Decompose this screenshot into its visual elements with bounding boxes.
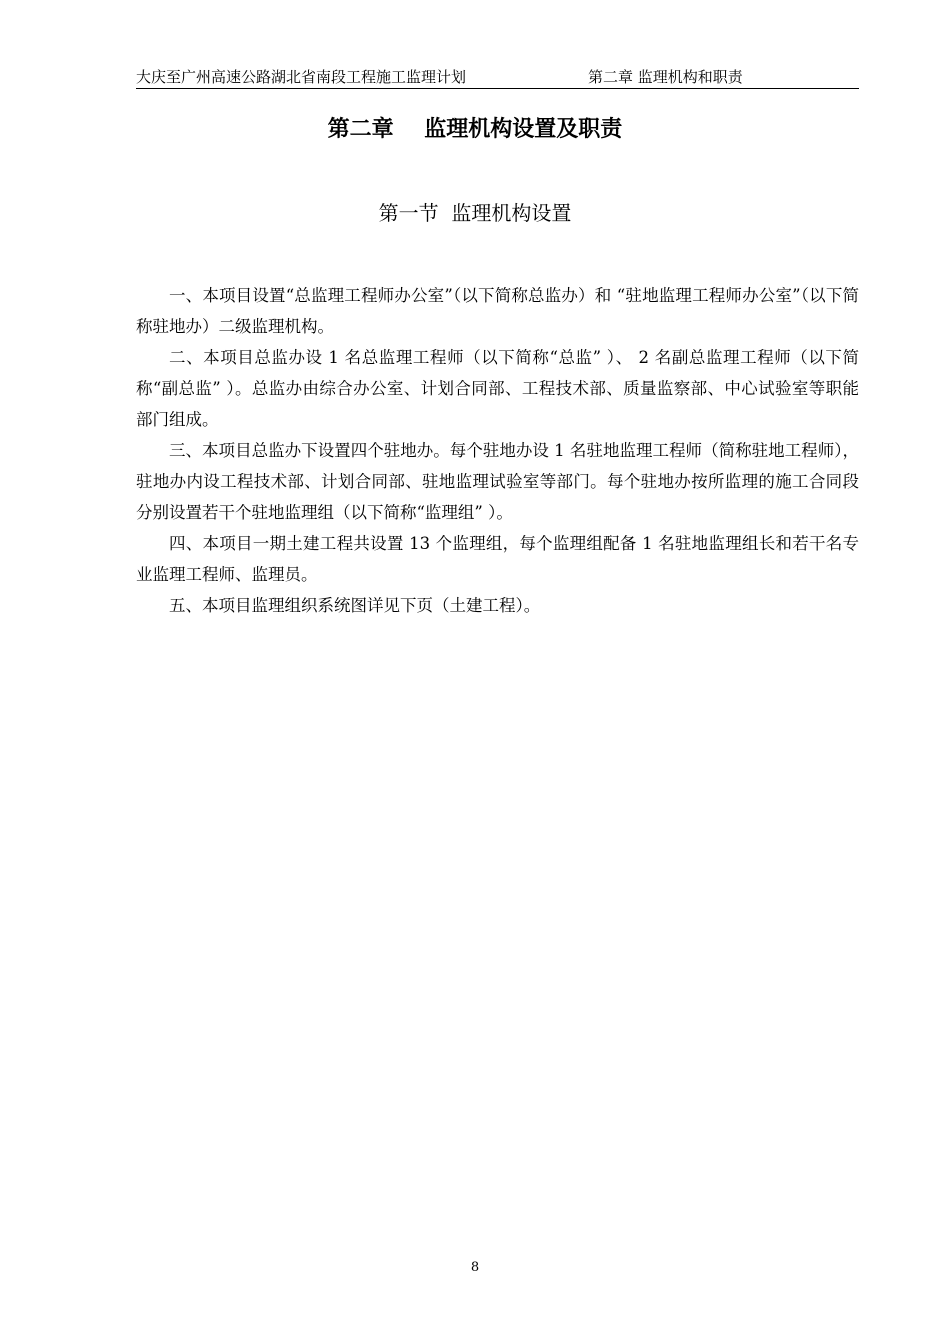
page-number: 8 (470, 1260, 480, 1275)
paragraph-5: 五、本项目监理组织系统图详见下页（土建工程）。 (169, 596, 541, 615)
paragraph-3: 三、本项目总监办下设置四个驻地办。每个驻地办设 1 名驻地监理工程师（简称驻地工程师），驻地办内设工程技术部、计划合同部、驻地监理试验室等部门。每个驻地办按所监理的施工合同段分别设置若干个驻地监理组（以下简称“监理组” ）。 (136, 441, 859, 522)
paragraph-1: 一、本项目设置“总监理工程师办公室”（以下简称总监办）和 “驻地监理工程师办公室”（以下简称驻地办）二级监理机构。 (136, 286, 859, 336)
body-text (136, 280, 859, 621)
page-header (136, 66, 859, 89)
header-document-title: 大庆至广州高速公路湖北省南段工程施工监理计划 (136, 68, 467, 86)
paragraph-2: 二、本项目总监办设 1 名总监理工程师（以下简称“总监” ）、 2 名副总监理工程师（以下简称“副总监” ）。总监办由综合办公室、计划合同部、工程技术部、质量监察部、中心试验室等职能部门组成。 (136, 348, 859, 429)
chapter-title: 第二章 监理机构设置及职责 (327, 117, 623, 142)
section-title: 第一节 监理机构设置 (378, 201, 572, 225)
paragraph-4: 四、本项目一期土建工程共设置 13 个监理组，每个监理组配备 1 名驻地监理组长和若干名专业监理工程师、监理员。 (136, 534, 859, 584)
header-chapter-title: 第二章 监理机构和职责 (588, 68, 743, 86)
